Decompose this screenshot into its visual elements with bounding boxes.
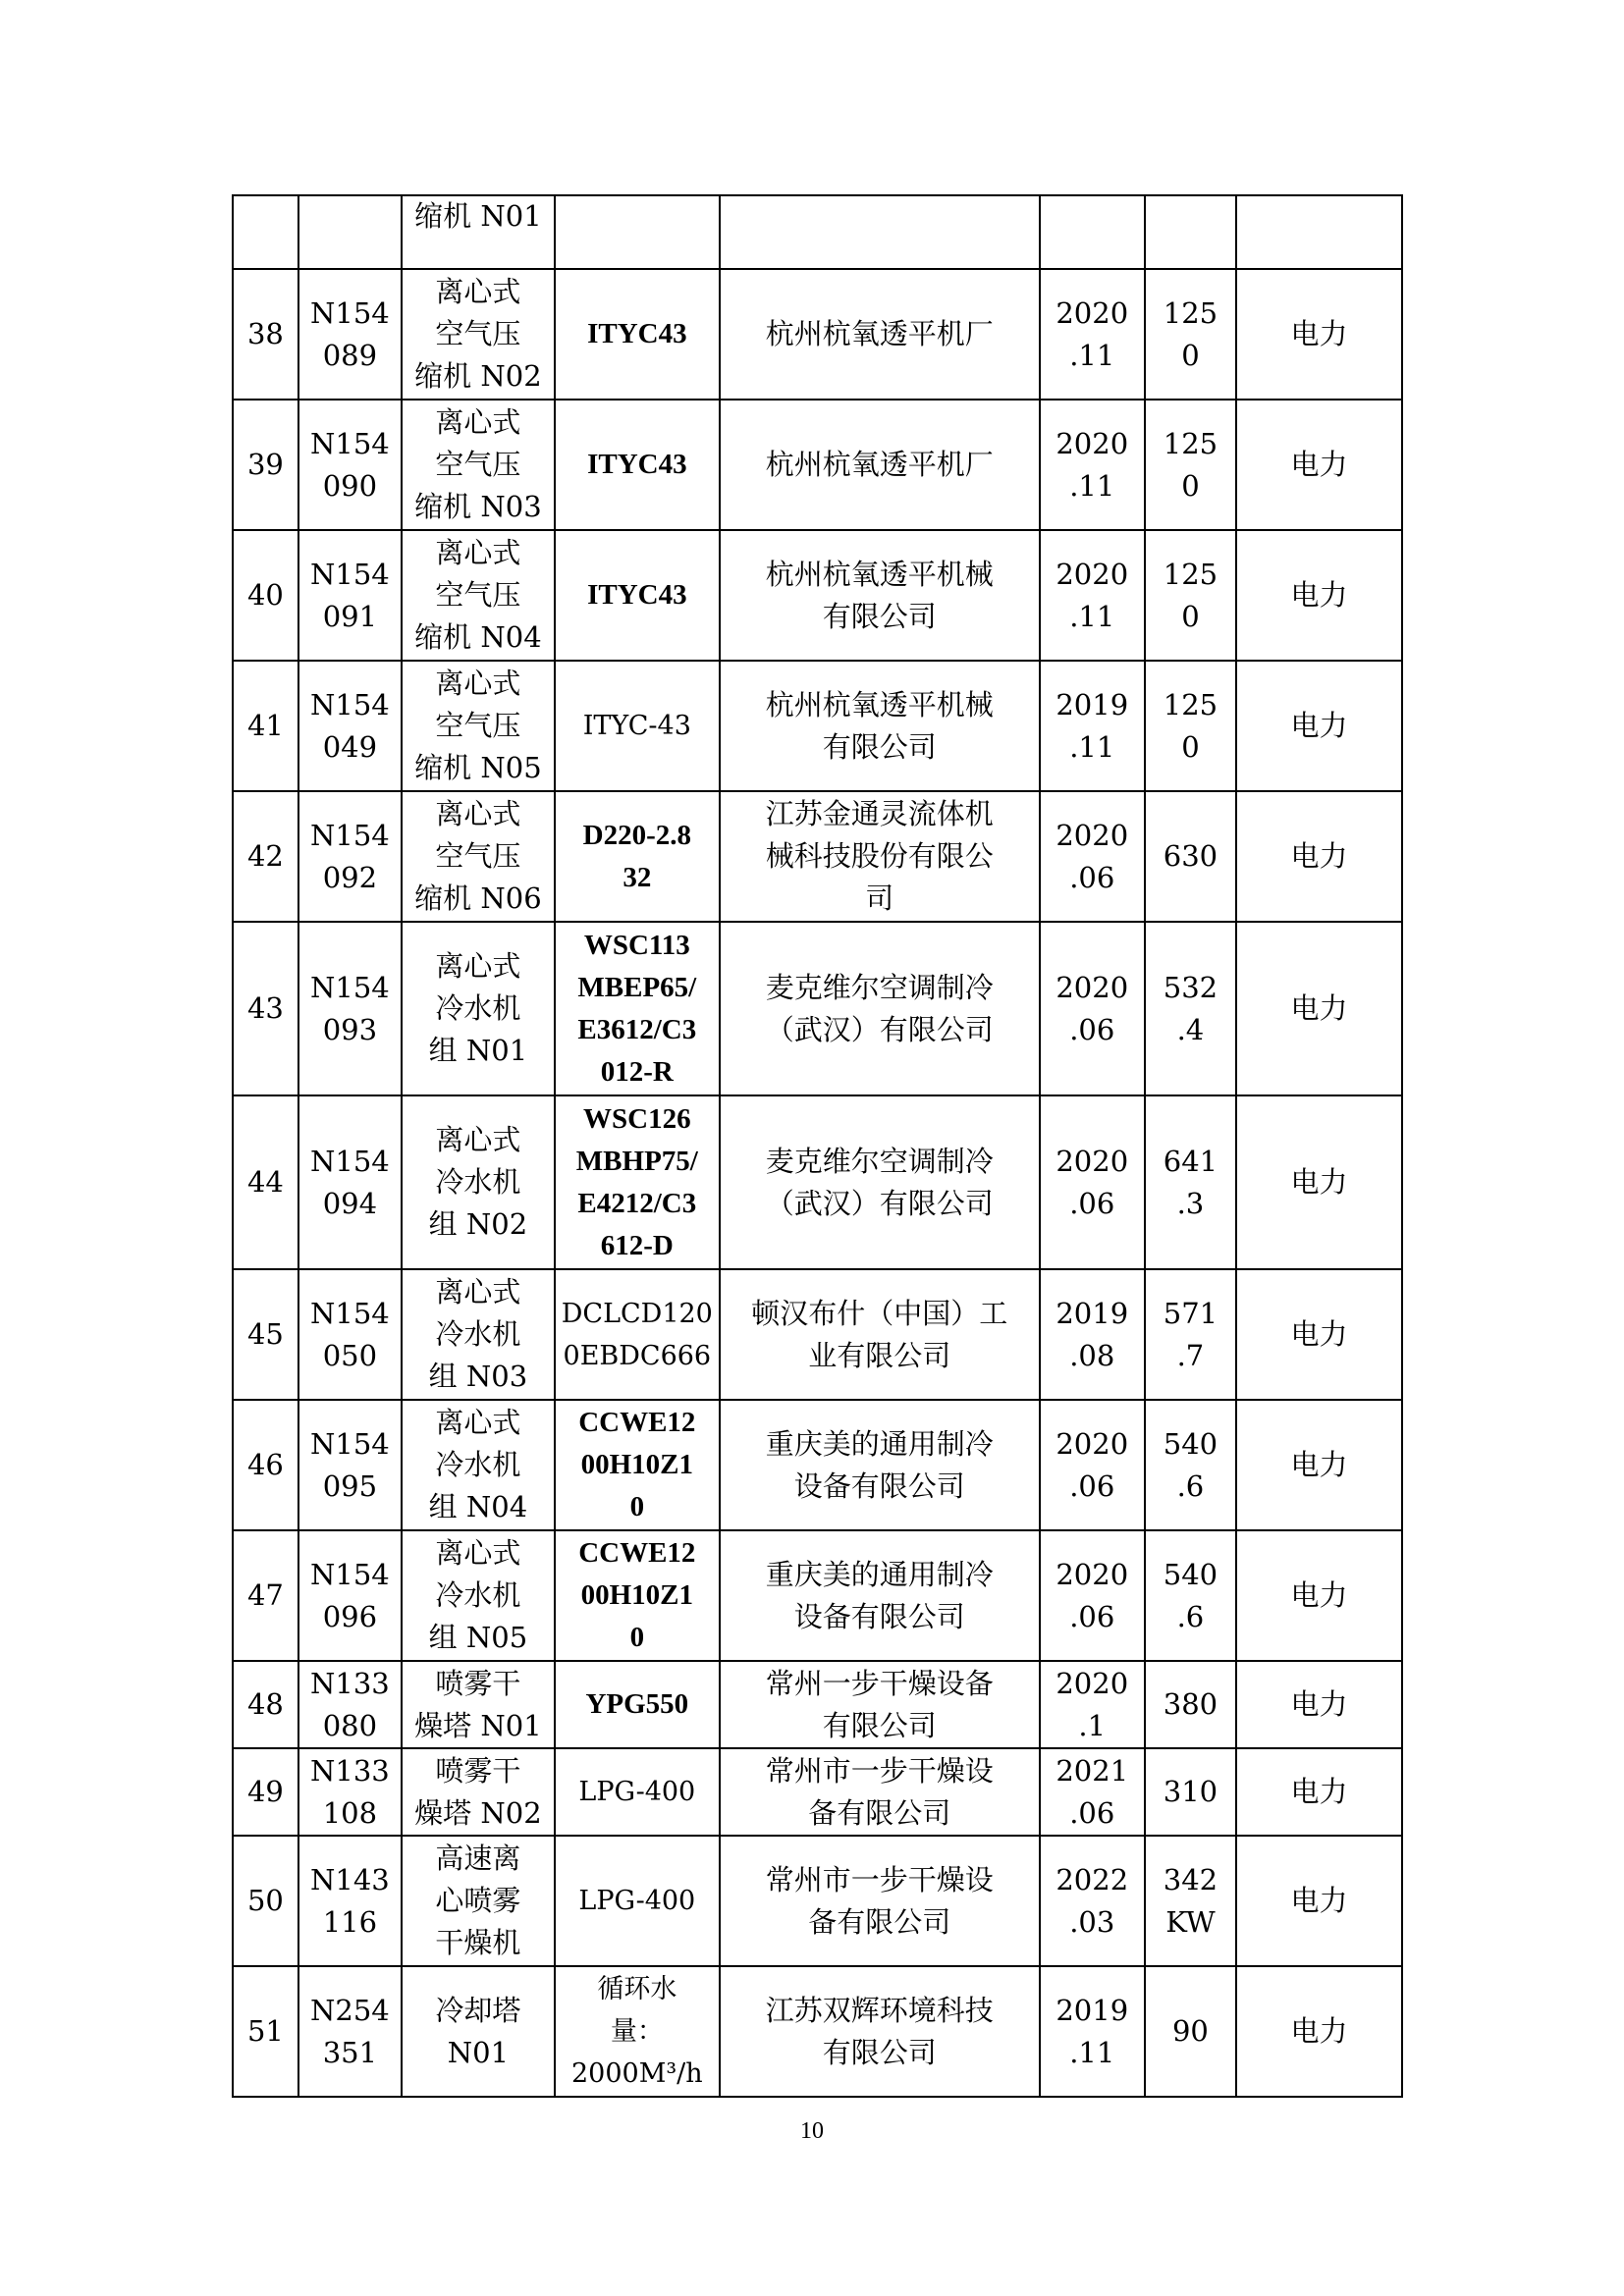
- cell-energy: 电力: [1236, 530, 1402, 661]
- cell-power: 125 0: [1145, 530, 1236, 661]
- cell-name: 离心式 空气压 缩机 N03: [402, 400, 555, 530]
- cell-power: 540 .6: [1145, 1400, 1236, 1530]
- cell-name: 喷雾干 燥塔 N02: [402, 1748, 555, 1836]
- cell-date: 2020 .11: [1040, 530, 1145, 661]
- cell-name: 离心式 冷水机 组 N01: [402, 922, 555, 1095]
- cell-model: CCWE12 00H10Z1 0: [555, 1400, 720, 1530]
- cell-power: 630: [1145, 791, 1236, 922]
- cell-model: WSC113 MBEP65/ E3612/C3 012-R: [555, 922, 720, 1095]
- cell-power: [1145, 195, 1236, 269]
- cell-power: 125 0: [1145, 400, 1236, 530]
- cell-no: [233, 195, 298, 269]
- cell-no: 42: [233, 791, 298, 922]
- cell-code: N154 089: [298, 269, 402, 400]
- cell-no: 38: [233, 269, 298, 400]
- cell-no: 40: [233, 530, 298, 661]
- cell-model: LPG-400: [555, 1836, 720, 1966]
- cell-date: 2020 .11: [1040, 400, 1145, 530]
- cell-name: 喷雾干 燥塔 N01: [402, 1661, 555, 1748]
- cell-model: WSC126 MBHP75/ E4212/C3 612-D: [555, 1095, 720, 1269]
- table-row: [233, 661, 1402, 791]
- cell-energy: 电力: [1236, 269, 1402, 400]
- cell-code: N154 050: [298, 1269, 402, 1400]
- table-row: [233, 1836, 1402, 1966]
- cell-power: 125 0: [1145, 661, 1236, 791]
- cell-power: 342 KW: [1145, 1836, 1236, 1966]
- cell-name: 离心式 冷水机 组 N02: [402, 1095, 555, 1269]
- cell-maker: 重庆美的通用制冷 设备有限公司: [720, 1530, 1040, 1661]
- cell-no: 51: [233, 1966, 298, 2097]
- cell-model: [555, 195, 720, 269]
- cell-energy: 电力: [1236, 1661, 1402, 1748]
- cell-no: 44: [233, 1095, 298, 1269]
- cell-date: 2020 .06: [1040, 1400, 1145, 1530]
- cell-name: 高速离 心喷雾 干燥机: [402, 1836, 555, 1966]
- cell-model: ITYC43: [555, 530, 720, 661]
- cell-date: 2022 .03: [1040, 1836, 1145, 1966]
- cell-model: LPG-400: [555, 1748, 720, 1836]
- cell-code: N154 090: [298, 400, 402, 530]
- cell-code: N133 108: [298, 1748, 402, 1836]
- cell-no: 43: [233, 922, 298, 1095]
- cell-energy: 电力: [1236, 1400, 1402, 1530]
- cell-model: ITYC-43: [555, 661, 720, 791]
- cell-no: 49: [233, 1748, 298, 1836]
- cell-date: 2019 .08: [1040, 1269, 1145, 1400]
- cell-energy: 电力: [1236, 791, 1402, 922]
- cell-energy: 电力: [1236, 400, 1402, 530]
- cell-model: YPG550: [555, 1661, 720, 1748]
- cell-date: 2019 .11: [1040, 661, 1145, 791]
- cell-code: N154 095: [298, 1400, 402, 1530]
- cell-date: 2019 .11: [1040, 1966, 1145, 2097]
- cell-no: 39: [233, 400, 298, 530]
- cell-code: N154 094: [298, 1095, 402, 1269]
- cell-energy: 电力: [1236, 1095, 1402, 1269]
- table-row: [233, 530, 1402, 661]
- cell-no: 47: [233, 1530, 298, 1661]
- cell-energy: 电力: [1236, 1269, 1402, 1400]
- cell-maker: 重庆美的通用制冷 设备有限公司: [720, 1400, 1040, 1530]
- table-row-continued: [233, 195, 1402, 269]
- cell-energy: 电力: [1236, 661, 1402, 791]
- cell-maker: 麦克维尔空调制冷 （武汉）有限公司: [720, 922, 1040, 1095]
- cell-maker: 杭州杭氧透平机械 有限公司: [720, 661, 1040, 791]
- cell-code: [298, 195, 402, 269]
- cell-energy: 电力: [1236, 1530, 1402, 1661]
- cell-maker: 江苏双辉环境科技 有限公司: [720, 1966, 1040, 2097]
- table-row: [233, 1400, 1402, 1530]
- cell-power: 540 .6: [1145, 1530, 1236, 1661]
- cell-date: 2020 .06: [1040, 791, 1145, 922]
- cell-power: 532 .4: [1145, 922, 1236, 1095]
- cell-name: 离心式 空气压 缩机 N05: [402, 661, 555, 791]
- cell-model: CCWE12 00H10Z1 0: [555, 1530, 720, 1661]
- table-row: [233, 922, 1402, 1095]
- table-row: [233, 269, 1402, 400]
- cell-code: N154 091: [298, 530, 402, 661]
- cell-maker: 杭州杭氧透平机厂: [720, 269, 1040, 400]
- cell-power: 310: [1145, 1748, 1236, 1836]
- cell-name: 离心式 空气压 缩机 N06: [402, 791, 555, 922]
- cell-date: 2020 .06: [1040, 922, 1145, 1095]
- cell-maker: 常州一步干燥设备 有限公司: [720, 1661, 1040, 1748]
- cell-power: 641 .3: [1145, 1095, 1236, 1269]
- cell-no: 45: [233, 1269, 298, 1400]
- cell-code: N254 351: [298, 1966, 402, 2097]
- table-row: [233, 1269, 1402, 1400]
- cell-no: 48: [233, 1661, 298, 1748]
- equipment-table: [232, 194, 1403, 2098]
- cell-maker: 杭州杭氧透平机厂: [720, 400, 1040, 530]
- cell-name: 冷却塔 N01: [402, 1966, 555, 2097]
- cell-power: 571 .7: [1145, 1269, 1236, 1400]
- cell-energy: 电力: [1236, 1966, 1402, 2097]
- cell-energy: 电力: [1236, 1748, 1402, 1836]
- cell-name: 离心式 冷水机 组 N04: [402, 1400, 555, 1530]
- cell-maker: 常州市一步干燥设 备有限公司: [720, 1836, 1040, 1966]
- cell-energy: [1236, 195, 1402, 269]
- cell-power: 90: [1145, 1966, 1236, 2097]
- page-number: 10: [800, 2118, 824, 2144]
- cell-name: 离心式 冷水机 组 N05: [402, 1530, 555, 1661]
- cell-date: 2020 .06: [1040, 1095, 1145, 1269]
- cell-maker: [720, 195, 1040, 269]
- cell-name: 离心式 空气压 缩机 N02: [402, 269, 555, 400]
- table-row: [233, 1530, 1402, 1661]
- cell-maker: 杭州杭氧透平机械 有限公司: [720, 530, 1040, 661]
- table-row: [233, 400, 1402, 530]
- cell-energy: 电力: [1236, 922, 1402, 1095]
- cell-model: ITYC43: [555, 269, 720, 400]
- cell-maker: 常州市一步干燥设 备有限公司: [720, 1748, 1040, 1836]
- cell-name: 缩机 N01: [402, 195, 555, 269]
- cell-code: N143 116: [298, 1836, 402, 1966]
- table-row: [233, 791, 1402, 922]
- cell-no: 50: [233, 1836, 298, 1966]
- table-row: [233, 1966, 1402, 2097]
- cell-power: 125 0: [1145, 269, 1236, 400]
- cell-model: ITYC43: [555, 400, 720, 530]
- table-row: [233, 1661, 1402, 1748]
- cell-name: 离心式 空气压 缩机 N04: [402, 530, 555, 661]
- cell-power: 380: [1145, 1661, 1236, 1748]
- table-row: [233, 1748, 1402, 1836]
- cell-code: N154 093: [298, 922, 402, 1095]
- cell-date: [1040, 195, 1145, 269]
- cell-maker: 麦克维尔空调制冷 （武汉）有限公司: [720, 1095, 1040, 1269]
- cell-model: D220-2.8 32: [555, 791, 720, 922]
- cell-date: 2020 .11: [1040, 269, 1145, 400]
- cell-energy: 电力: [1236, 1836, 1402, 1966]
- cell-no: 41: [233, 661, 298, 791]
- cell-model: 循环水 量： 2000M³/h: [555, 1966, 720, 2097]
- cell-code: N154 096: [298, 1530, 402, 1661]
- cell-name: 离心式 冷水机 组 N03: [402, 1269, 555, 1400]
- cell-model: DCLCD120 0EBDC666: [555, 1269, 720, 1400]
- cell-code: N154 049: [298, 661, 402, 791]
- cell-date: 2020 .1: [1040, 1661, 1145, 1748]
- table-row: [233, 1095, 1402, 1269]
- cell-code: N133 080: [298, 1661, 402, 1748]
- cell-maker: 江苏金通灵流体机 械科技股份有限公 司: [720, 791, 1040, 922]
- cell-code: N154 092: [298, 791, 402, 922]
- cell-date: 2020 .06: [1040, 1530, 1145, 1661]
- cell-date: 2021 .06: [1040, 1748, 1145, 1836]
- cell-maker: 顿汉布什（中国）工 业有限公司: [720, 1269, 1040, 1400]
- cell-no: 46: [233, 1400, 298, 1530]
